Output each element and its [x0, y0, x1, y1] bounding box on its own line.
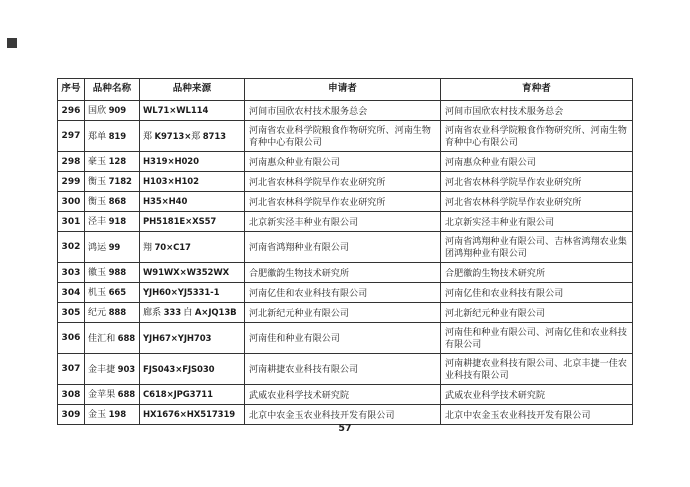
table-row: [58, 152, 633, 172]
table-row: [58, 385, 633, 405]
cell-breeder: 河南耕捷农业科技有限公司、北京丰捷一佳农业科技有限公司: [441, 354, 633, 385]
cell-name: 衡玉 7182: [85, 172, 140, 192]
cell-breeder: 河北新纪元种业有限公司: [441, 303, 633, 323]
cell-source: HX1676×HX517319: [140, 405, 245, 425]
cell-breeder: 河间市国欣农村技术服务总会: [441, 101, 633, 121]
cell-source: 翔 70×C17: [140, 232, 245, 263]
cell-source: H103×H102: [140, 172, 245, 192]
cell-name: 鸿运 99: [85, 232, 140, 263]
cell-source: 郑 K9713×郑 8713: [140, 121, 245, 152]
page-number: 57: [338, 423, 352, 434]
table-row: [58, 303, 633, 323]
cell-seq: 300: [58, 192, 85, 212]
header-breeder: 育种者: [441, 79, 633, 101]
cell-breeder: 河南省鸿翔种业有限公司、吉林省鸿翔农业集团鸿翔种业有限公司: [441, 232, 633, 263]
cell-name: 泾丰 918: [85, 212, 140, 232]
variety-table: [57, 78, 633, 425]
cell-applicant: 北京中农金玉农业科技开发有限公司: [245, 405, 441, 425]
cell-applicant: 武威农业科学技术研究院: [245, 385, 441, 405]
cell-seq: 305: [58, 303, 85, 323]
cell-breeder: 河北省农林科学院旱作农业研究所: [441, 172, 633, 192]
table-row: [58, 232, 633, 263]
cell-breeder: 河北省农林科学院旱作农业研究所: [441, 192, 633, 212]
cell-applicant: 河北省农林科学院旱作农业研究所: [245, 172, 441, 192]
table-row: [58, 172, 633, 192]
cell-name: 豪玉 128: [85, 152, 140, 172]
cell-applicant: 河北新纪元种业有限公司: [245, 303, 441, 323]
cell-source: PH5181E×XS57: [140, 212, 245, 232]
cell-applicant: 河南惠众种业有限公司: [245, 152, 441, 172]
cell-source: YJH67×YJH703: [140, 323, 245, 354]
cell-seq: 299: [58, 172, 85, 192]
cell-source: 廊系 333 白 A×JQ13B: [140, 303, 245, 323]
cell-name: 郑单 819: [85, 121, 140, 152]
table-row: [58, 354, 633, 385]
cell-source: C618×JPG3711: [140, 385, 245, 405]
table-row: [58, 323, 633, 354]
cell-breeder: 北京中农金玉农业科技开发有限公司: [441, 405, 633, 425]
cell-seq: 304: [58, 283, 85, 303]
cell-seq: 301: [58, 212, 85, 232]
cell-applicant: 河南耕捷农业科技有限公司: [245, 354, 441, 385]
cell-source: H319×H020: [140, 152, 245, 172]
cell-name: 机玉 665: [85, 283, 140, 303]
cell-name: 金丰捷 903: [85, 354, 140, 385]
table-row: [58, 192, 633, 212]
cell-seq: 306: [58, 323, 85, 354]
cell-seq: 298: [58, 152, 85, 172]
cell-seq: 309: [58, 405, 85, 425]
cell-applicant: 河南佳和种业有限公司: [245, 323, 441, 354]
cell-breeder: 合肥徽韵生物技术研究所: [441, 263, 633, 283]
header-variety-source: 品种来源: [140, 79, 245, 101]
cell-seq: 308: [58, 385, 85, 405]
cell-seq: 303: [58, 263, 85, 283]
header-seq: 序号: [58, 79, 85, 101]
cell-seq: 307: [58, 354, 85, 385]
cell-source: FJS043×FJS030: [140, 354, 245, 385]
cell-applicant: 合肥徽韵生物技术研究所: [245, 263, 441, 283]
cell-applicant: 河间市国欣农村技术服务总会: [245, 101, 441, 121]
cell-seq: 302: [58, 232, 85, 263]
header-applicant: 申请者: [245, 79, 441, 101]
cell-breeder: 河南亿佳和农业科技有限公司: [441, 283, 633, 303]
cell-breeder: 河南惠众种业有限公司: [441, 152, 633, 172]
table-row: [58, 121, 633, 152]
cell-name: 国欣 909: [85, 101, 140, 121]
table-row: [58, 405, 633, 425]
table-row: [58, 101, 633, 121]
cell-breeder: 武威农业科学技术研究院: [441, 385, 633, 405]
table-header-row: [58, 79, 633, 101]
table-body: [58, 101, 633, 425]
cell-applicant: 河南亿佳和农业科技有限公司: [245, 283, 441, 303]
cell-applicant: 北京新实泾丰种业有限公司: [245, 212, 441, 232]
cell-source: WL71×WL114: [140, 101, 245, 121]
cell-applicant: 河北省农林科学院旱作农业研究所: [245, 192, 441, 212]
cell-name: 徽玉 988: [85, 263, 140, 283]
table-row: [58, 283, 633, 303]
cell-source: W91WX×W352WX: [140, 263, 245, 283]
cell-source: YJH60×YJ5331-1: [140, 283, 245, 303]
cell-breeder: 河南省农业科学院粮食作物研究所、河南生物育种中心有限公司: [441, 121, 633, 152]
cell-seq: 296: [58, 101, 85, 121]
cell-breeder: 北京新实泾丰种业有限公司: [441, 212, 633, 232]
cell-seq: 297: [58, 121, 85, 152]
cell-name: 纪元 888: [85, 303, 140, 323]
cell-name: 衡玉 868: [85, 192, 140, 212]
table-row: [58, 212, 633, 232]
cell-name: 金玉 198: [85, 405, 140, 425]
cell-name: 佳汇和 688: [85, 323, 140, 354]
cell-name: 金苹果 688: [85, 385, 140, 405]
header-variety-name: 品种名称: [85, 79, 140, 101]
cell-applicant: 河南省鸿翔种业有限公司: [245, 232, 441, 263]
page-marker-square-icon: [7, 38, 17, 48]
table-row: [58, 263, 633, 283]
cell-breeder: 河南佳和种业有限公司、河南亿佳和农业科技有限公司: [441, 323, 633, 354]
cell-source: H35×H40: [140, 192, 245, 212]
cell-applicant: 河南省农业科学院粮食作物研究所、河南生物育种中心有限公司: [245, 121, 441, 152]
